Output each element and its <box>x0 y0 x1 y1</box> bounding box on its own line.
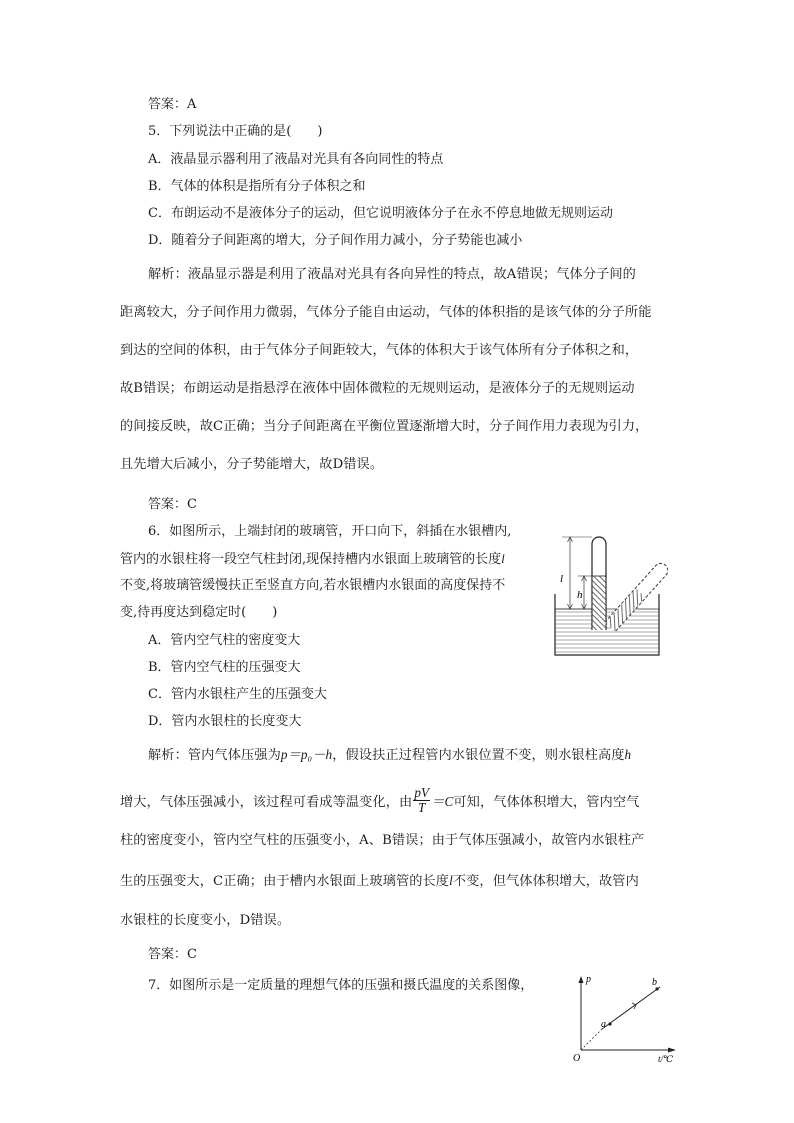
q6-stem-line-4: 变,待再度达到稳定时( ) <box>120 605 278 620</box>
q7-stem: 7．如图所示是一定质量的理想气体的压强和摄氏温度的关系图像， <box>148 978 534 993</box>
q7-pt-graph <box>566 970 686 1065</box>
q7-point-a-label: a <box>601 1019 606 1030</box>
q5-option-d: D．随着分子间距离的增大，分子间作用力减小，分子势能也减小 <box>148 233 523 248</box>
q5-analysis-line-2: 距离较大，分子间作用力微弱，气体分子能自由运动，气体的体积指的是该气体的分子所能 <box>120 305 652 320</box>
q5-option-c: C．布朗运动不是液体分子的运动，但它说明液体分子在永不停息地做无规则运动 <box>148 206 613 221</box>
q5-answer: 答案：C <box>148 497 197 512</box>
q6-stem-line-1: 6．如图所示，上端封闭的玻璃管，开口向下，斜插在水银槽内, <box>148 524 512 539</box>
q6-option-c: C．管内水银柱产生的压强变大 <box>148 687 327 702</box>
q6-analysis-line-3: 柱的密度变小，管内空气柱的压强变小，A、B错误；由于气体压强减小，故管内水银柱产 <box>120 833 645 848</box>
q6-stem-line-2: 管内的水银柱将一段空气柱封闭,现保持槽内水银面上玻璃管的长度l <box>120 551 505 567</box>
pv-over-t-fraction: $\frac{pV}{T}$ <box>414 785 430 815</box>
q6-fig-label-l: l <box>560 573 564 585</box>
q5-stem: 5．下列说法中正确的是( ) <box>148 124 323 139</box>
q6-fig-label-h: h <box>577 589 583 601</box>
q6-stem-var-l: l <box>501 551 505 566</box>
q6-stem-line-3: 不变,将玻璃管缓慢扶正至竖直方向,若水银槽内水银面的高度保持不 <box>120 578 506 593</box>
q7-origin-label: O <box>573 1053 581 1064</box>
q6-analysis-line-1: 解析：管内气体压强为p＝p₀－h，假设扶正过程管内水银位置不变，则水银柱高度h <box>148 747 632 763</box>
q7-point-b-label: b <box>652 977 657 988</box>
q6-option-b: B．管内空气柱的压强变大 <box>148 660 301 675</box>
q5-option-a: A．液晶显示器利用了液晶对光具有各向同性的特点 <box>148 152 444 167</box>
q7-y-label: p <box>586 974 591 985</box>
q6-option-d: D．管内水银柱的长度变大 <box>148 714 302 729</box>
q6-analysis-line-5: 水银柱的长度变小，D错误。 <box>120 913 291 928</box>
q6-formula-p: p＝p₀－h <box>280 747 333 762</box>
answer-a: 答案：A <box>148 97 197 112</box>
q5-option-b: B．气体的体积是指所有分子体积之和 <box>148 179 366 194</box>
q6-analysis-line-4: 生的压强变大，C正确；由于槽内水银面上玻璃管的长度l不变，但气体体积增大，故管内 <box>120 873 639 889</box>
q6-tube-figure <box>548 522 668 662</box>
q6-option-a: A．管内空气柱的密度变大 <box>148 633 301 648</box>
q6-answer: 答案：C <box>148 947 197 962</box>
q6-analysis-line-2: 增大，气体压强减小，该过程可看成等温变化，由 $\frac{pV}{T}$ ＝C可知，气体体积增大，管内空气 <box>120 785 640 815</box>
q5-analysis-line-3: 到达的空间的体积，由于气体分子间距较大，气体的体积大于该气体所有分子体积之和， <box>120 343 639 358</box>
q5-analysis-line-5: 的间接反映，故C正确；当分子间距离在平衡位置逐渐增大时，分子间作用力表现为引力， <box>120 419 649 434</box>
q7-x-label: t/℃ <box>658 1054 674 1064</box>
q5-analysis-line-6: 且先增大后减小，分子势能增大，故D错误。 <box>120 457 384 472</box>
q5-analysis-line-4: 故B错误；布朗运动是指悬浮在液体中固体微粒的无规则运动，是液体分子的无规则运动 <box>120 381 635 396</box>
q5-analysis-line-1: 解析：液晶显示器是利用了液晶对光具有各向异性的特点，故A错误；气体分子间的 <box>148 267 636 282</box>
